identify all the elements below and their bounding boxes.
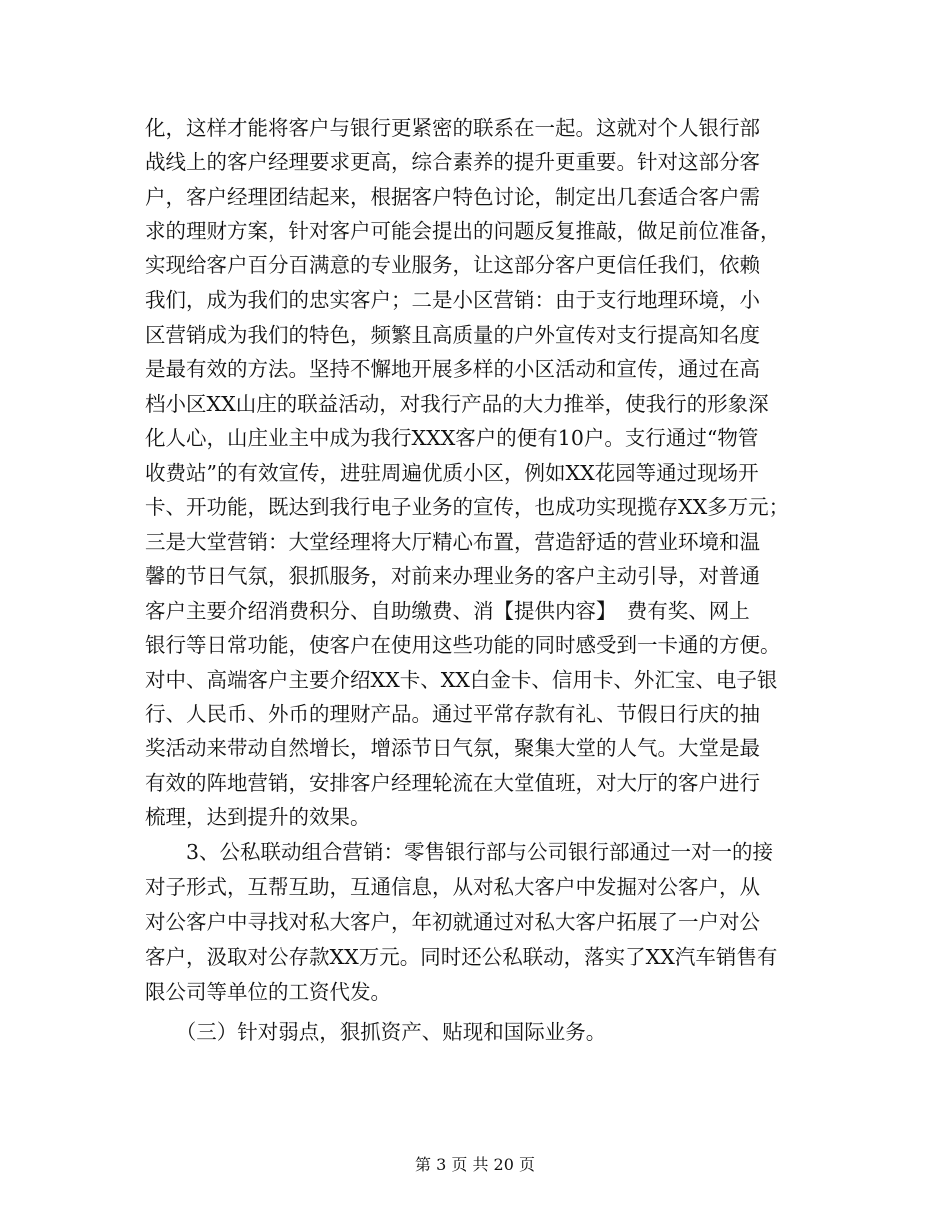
text-line: 收费站”的有效宣传，进驻周遍优质小区，例如XX花园等通过现场开 bbox=[145, 461, 759, 485]
text-line: 化，这样才能将客户与银行更紧密的联系在一起。这就对个人银行部 bbox=[145, 116, 760, 140]
text-line: 对子形式，互帮互助，互通信息，从对私大客户中发掘对公客户，从 bbox=[145, 875, 760, 899]
text-line: （三）针对弱点，狠抓资产、贴现和国际业务。 bbox=[145, 1020, 607, 1044]
text-line: 有效的阵地营销，安排客户经理轮流在大堂值班，对大厅的客户进行 bbox=[145, 771, 760, 795]
text-line: 限公司等单位的工资代发。 bbox=[145, 980, 391, 1004]
text-line: 三是大堂营销：大堂经理将大厅精心布置，营造舒适的营业环境和温 bbox=[145, 530, 760, 554]
text-line: 卡、开功能，既达到我行电子业务的宣传，也成功实现揽存XX多万元； bbox=[145, 495, 790, 519]
text-line: 实现给客户百分百满意的专业服务，让这部分客户更信任我们，依赖 bbox=[145, 253, 760, 277]
text-line: 行、人民币、外币的理财产品。通过平常存款有礼、节假日行庆的抽 bbox=[145, 702, 760, 726]
text-line: 奖活动来带动自然增长，增添节日气氛，聚集大堂的人气。大堂是最 bbox=[145, 736, 760, 760]
text-line: 银行等日常功能，使客户在使用这些功能的同时感受到一卡通的方便。 bbox=[145, 633, 781, 657]
text-line: 区营销成为我们的特色，频繁且高质量的户外宣传对支行提高知名度 bbox=[145, 323, 760, 347]
text-line: 我们，成为我们的忠实客户；二是小区营销：由于支行地理环境，小 bbox=[145, 288, 760, 312]
text-line: 档小区XX山庄的联益活动，对我行产品的大力推举，使我行的形象深 bbox=[145, 392, 769, 416]
text-line: 化人心，山庄业主中成为我行XXX客户的便有10户。支行通过“物管 bbox=[145, 426, 759, 450]
text-line: 馨的节日气氛，狠抓服务，对前来办理业务的客户主动引导，对普通 bbox=[145, 564, 760, 588]
text-line: 客户，汲取对公存款XX万元。同时还公私联动，落实了XX汽车销售有 bbox=[145, 945, 778, 969]
text-line: 户，客户经理团结起来，根据客户特色讨论，制定出几套适合客户需 bbox=[145, 185, 760, 209]
text-line: 战线上的客户经理要求更高，综合素养的提升更重要。针对这部分客 bbox=[145, 150, 760, 174]
text-line: 对公客户中寻找对私大客户，年初就通过对私大客户拓展了一户对公 bbox=[145, 910, 760, 934]
text-line: 客户主要介绍消费积分、自助缴费、消【提供内容】 费有奖、网上 bbox=[145, 599, 750, 623]
text-line: 对中、高端客户主要介绍XX卡、XX白金卡、信用卡、外汇宝、电子银 bbox=[145, 668, 778, 692]
text-line: 3、公私联动组合营销：零售银行部与公司银行部通过一对一的接 bbox=[145, 840, 774, 864]
text-line: 是最有效的方法。坚持不懈地开展多样的小区活动和宣传，通过在高 bbox=[145, 357, 760, 381]
text-line: 梳理，达到提升的效果。 bbox=[145, 805, 371, 829]
page-footer: 第 3 页 共 20 页 bbox=[415, 1155, 535, 1174]
text-line: 求的理财方案，针对客户可能会提出的问题反复推敲，做足前位准备， bbox=[145, 219, 781, 243]
